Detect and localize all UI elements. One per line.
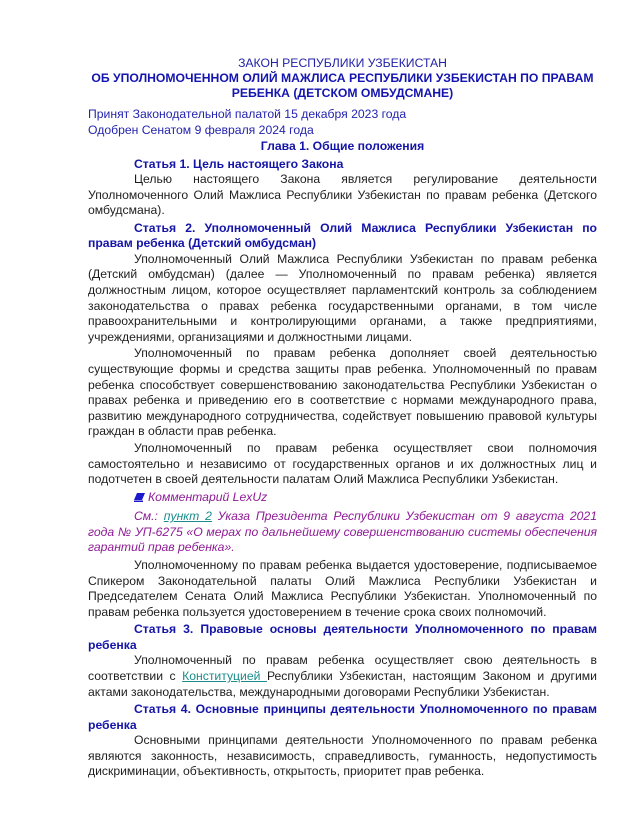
chapter-title: Глава 1. Общие положения bbox=[260, 139, 425, 153]
article-2-title: Статья 2. Уполномоченный Олий Мажлиса Республики Узбекистан по правам ребенка (Детский омбудсман) bbox=[88, 220, 597, 251]
constitution-link[interactable]: Конституцией bbox=[182, 669, 267, 684]
article-2-paragraph-2: Уполномоченный по правам ребенка дополняет своей деятельностью существующие формы и средства защиты прав ребенка. Уполномоченный по правам ребенка способствует совершенствованию законодательства Республики Узбекистан о правах ребенка и приведению его в соответствие с нормами международного права, развитию международного сотрудничества, содействует повышению правовой культуры граждан в области прав ребенка. bbox=[88, 346, 597, 439]
comment-icon bbox=[134, 491, 145, 500]
law-kind: ЗАКОН РЕСПУБЛИКИ УЗБЕКИСТАН bbox=[238, 56, 447, 70]
article-3-text-before: Уполномоченный по правам ребенка осуществляет свою деятельность в соответствии с bbox=[88, 653, 597, 684]
article-3-text-after: Республики Узбекистан, настоящим Законом и другими актами законодательства, международными договорами Республики Узбекистан. bbox=[88, 669, 597, 699]
comment-label: Комментарий LexUz bbox=[148, 489, 268, 504]
adopted-line: Принят Законодательной палатой 15 декабря 2023 года bbox=[88, 107, 407, 121]
article-3-paragraph bbox=[88, 653, 597, 700]
article-2-paragraph-3: Уполномоченный по правам ребенка осуществляет свои полномочия самостоятельно и независимо от государственных органов и их должностных лиц и подотчетен в своей деятельности палатам Олий Мажлиса Республики Узбекистан. bbox=[88, 440, 597, 487]
decree-point-link[interactable]: пункт 2 bbox=[163, 509, 212, 524]
article-4-paragraph: Основными принципами деятельности Уполномоченного по правам ребенка являются законность, независимость, справедливость, гуманность, недопустимость дискриминации, объективность, открытость, приоритет прав ребенка. bbox=[88, 733, 597, 779]
article-3-title: Статья 3. Правовые основы деятельности Уполномоченного по правам ребенка bbox=[88, 622, 597, 652]
ref-prefix: См.: bbox=[134, 509, 164, 524]
ref-text: Указа Президента Республики Узбекистан от 9 августа 2021 года № УП-6275 «О мерах по дальнейшему совершенствованию системы обеспечения гарантий прав ребенка». bbox=[88, 509, 597, 555]
lexuz-comment-link[interactable] bbox=[88, 490, 597, 506]
article-4-title: Статья 4. Основные принципы деятельности Уполномоченного по правам ребенка bbox=[88, 702, 597, 732]
law-title: ОБ УПОЛНОМОЧЕННОМ ОЛИЙ МАЖЛИСА РЕСПУБЛИКИ УЗБЕКИСТАН ПО ПРАВАМ РЕБЕНКА (ДЕТСКОМ ОМБУДСМАНЕ) bbox=[91, 71, 594, 100]
article-1-paragraph: Целью настоящего Закона является регулирование деятельности Уполномоченного Олий Мажлиса Республики Узбекистан по правам ребенка (Детского омбудсмана). bbox=[88, 172, 597, 218]
article-1-title: Статья 1. Цель настоящего Закона bbox=[134, 156, 344, 171]
decree-reference bbox=[88, 509, 597, 556]
law-document bbox=[88, 56, 597, 780]
article-2-paragraph-1: Уполномоченный Олий Мажлиса Республики Узбекистан по правам ребенка (Детский омбудсман) (далее — Уполномоченный по правам ребенка) является должностным лицом, которое осуществляет парламентский контроль за соблюдением законодательства о правах ребенка государственными органами, в том числе правоохранительными и контролирующими органами, а также предприятиями, учреждениями, организациями и должностными лицами. bbox=[88, 251, 597, 344]
article-2-paragraph-4: Уполномоченному по правам ребенка выдается удостоверение, подписываемое Спикером Законодательной палаты Олий Мажлиса Республики Узбекистан и Председателем Сената Олий Мажлиса Республики Узбекистан. Уполномоченный по правам ребенка пользуется удостоверением в течение срока своих полномочий. bbox=[88, 558, 597, 619]
approved-line: Одобрен Сенатом 9 февраля 2024 года bbox=[88, 122, 314, 137]
